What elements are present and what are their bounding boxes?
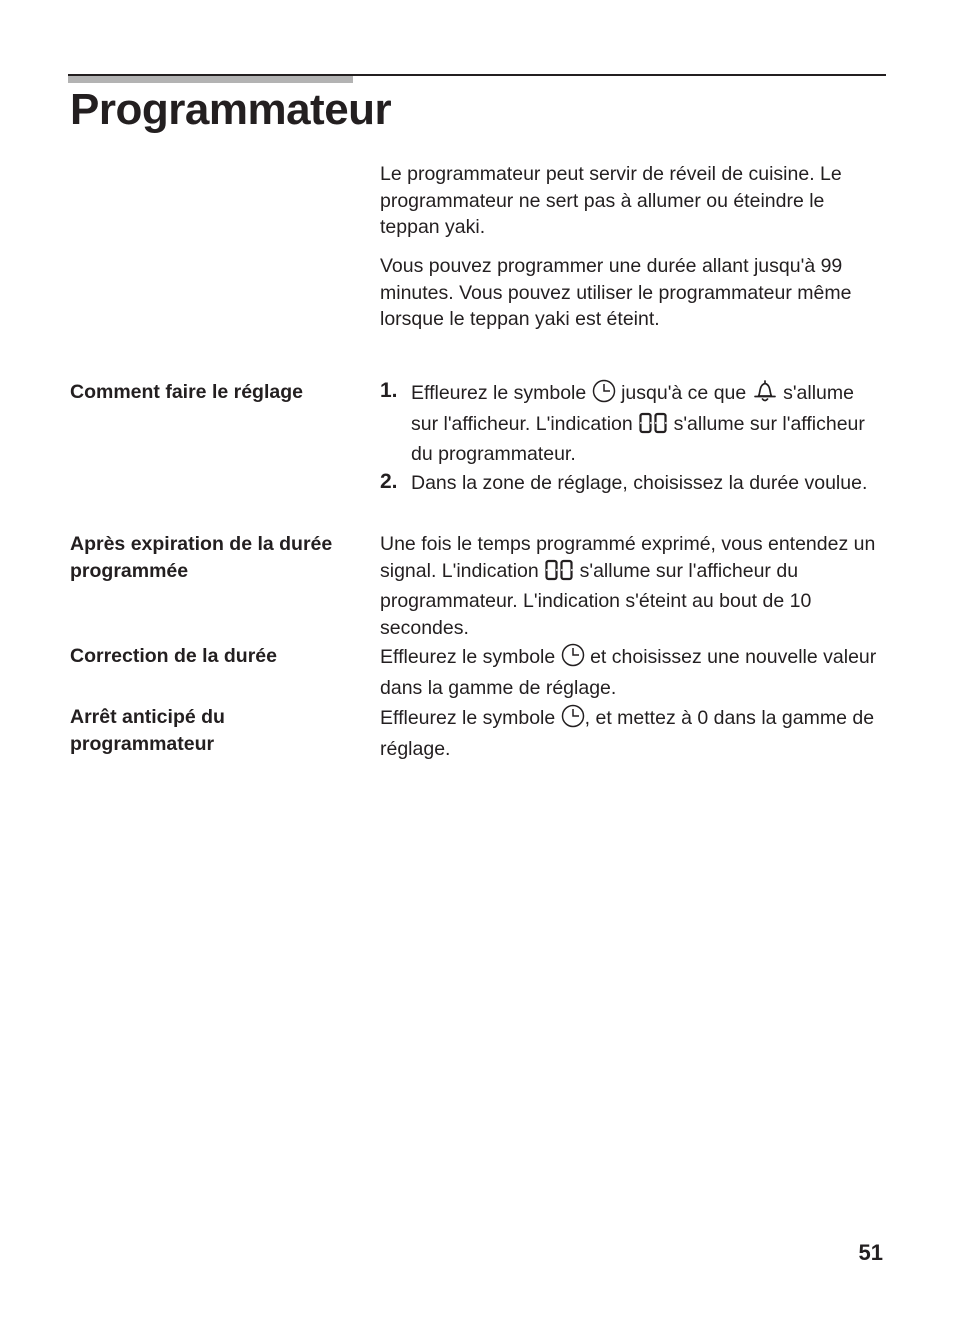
- display-00-icon: [544, 559, 574, 589]
- clock-icon: [592, 379, 616, 411]
- correction-paragraph: [380, 643, 886, 701]
- intro-paragraph-1: Le programmateur peut servir de réveil de cuisine. Le programmateur ne sert pas à allumer ou éteindre le teppan yaki.: [380, 163, 842, 238]
- step-number: 2.: [380, 470, 398, 493]
- step-text: [411, 379, 886, 468]
- correction-text-part: et choisissez une nouvelle valeur dans la gamme de réglage.: [380, 646, 877, 699]
- page-title: Programmateur: [70, 85, 392, 134]
- clock-icon: [561, 643, 585, 675]
- cancel-text-part: Effleurez le symbole: [380, 707, 556, 729]
- expiry-text-part: Une fois le temps programmé exprimé, vous entendez un signal. L'indication: [380, 533, 876, 582]
- section-label-setting: Comment faire le réglage: [70, 381, 303, 403]
- section-label-correction: Correction de la durée: [70, 645, 277, 667]
- step-text-part: s'allume sur l'afficheur. L'indication: [411, 382, 854, 435]
- step-text-part: Effleurez le symbole: [411, 382, 587, 404]
- cancel-text-part: , et mettez à 0 dans la gamme de réglage.: [380, 707, 875, 760]
- intro-paragraph-2: Vous pouvez programmer une durée allant jusqu'à 99 minutes. Vous pouvez utiliser le programmateur même lorsque le teppan yaki est éteint.: [380, 255, 852, 330]
- header-rule-accent: [68, 76, 353, 83]
- section-label-cancel: Arrêt anticipé du programmateur: [70, 706, 225, 755]
- expiry-text-part: s'allume sur l'afficheur du programmateur. L'indication s'éteint au bout de 10 secondes.: [380, 559, 812, 639]
- step-number: 1.: [380, 379, 398, 402]
- step-2: [380, 470, 886, 497]
- section-label-expiry: Après expiration de la durée programmée: [70, 533, 333, 582]
- bell-icon: [752, 379, 778, 411]
- step-text-part: jusqu'à ce que: [621, 382, 747, 404]
- page-number: 51: [858, 1240, 883, 1265]
- step-text-part: s'allume sur l'afficheur du programmateur.: [411, 412, 865, 465]
- step-1: [380, 379, 886, 468]
- step-text: Dans la zone de réglage, choisissez la durée voulue.: [411, 472, 868, 494]
- display-00-icon: [638, 412, 668, 442]
- correction-text-part: Effleurez le symbole: [380, 646, 556, 668]
- cancel-paragraph: [380, 704, 886, 762]
- expiry-paragraph: [380, 531, 886, 641]
- clock-icon: [561, 704, 585, 736]
